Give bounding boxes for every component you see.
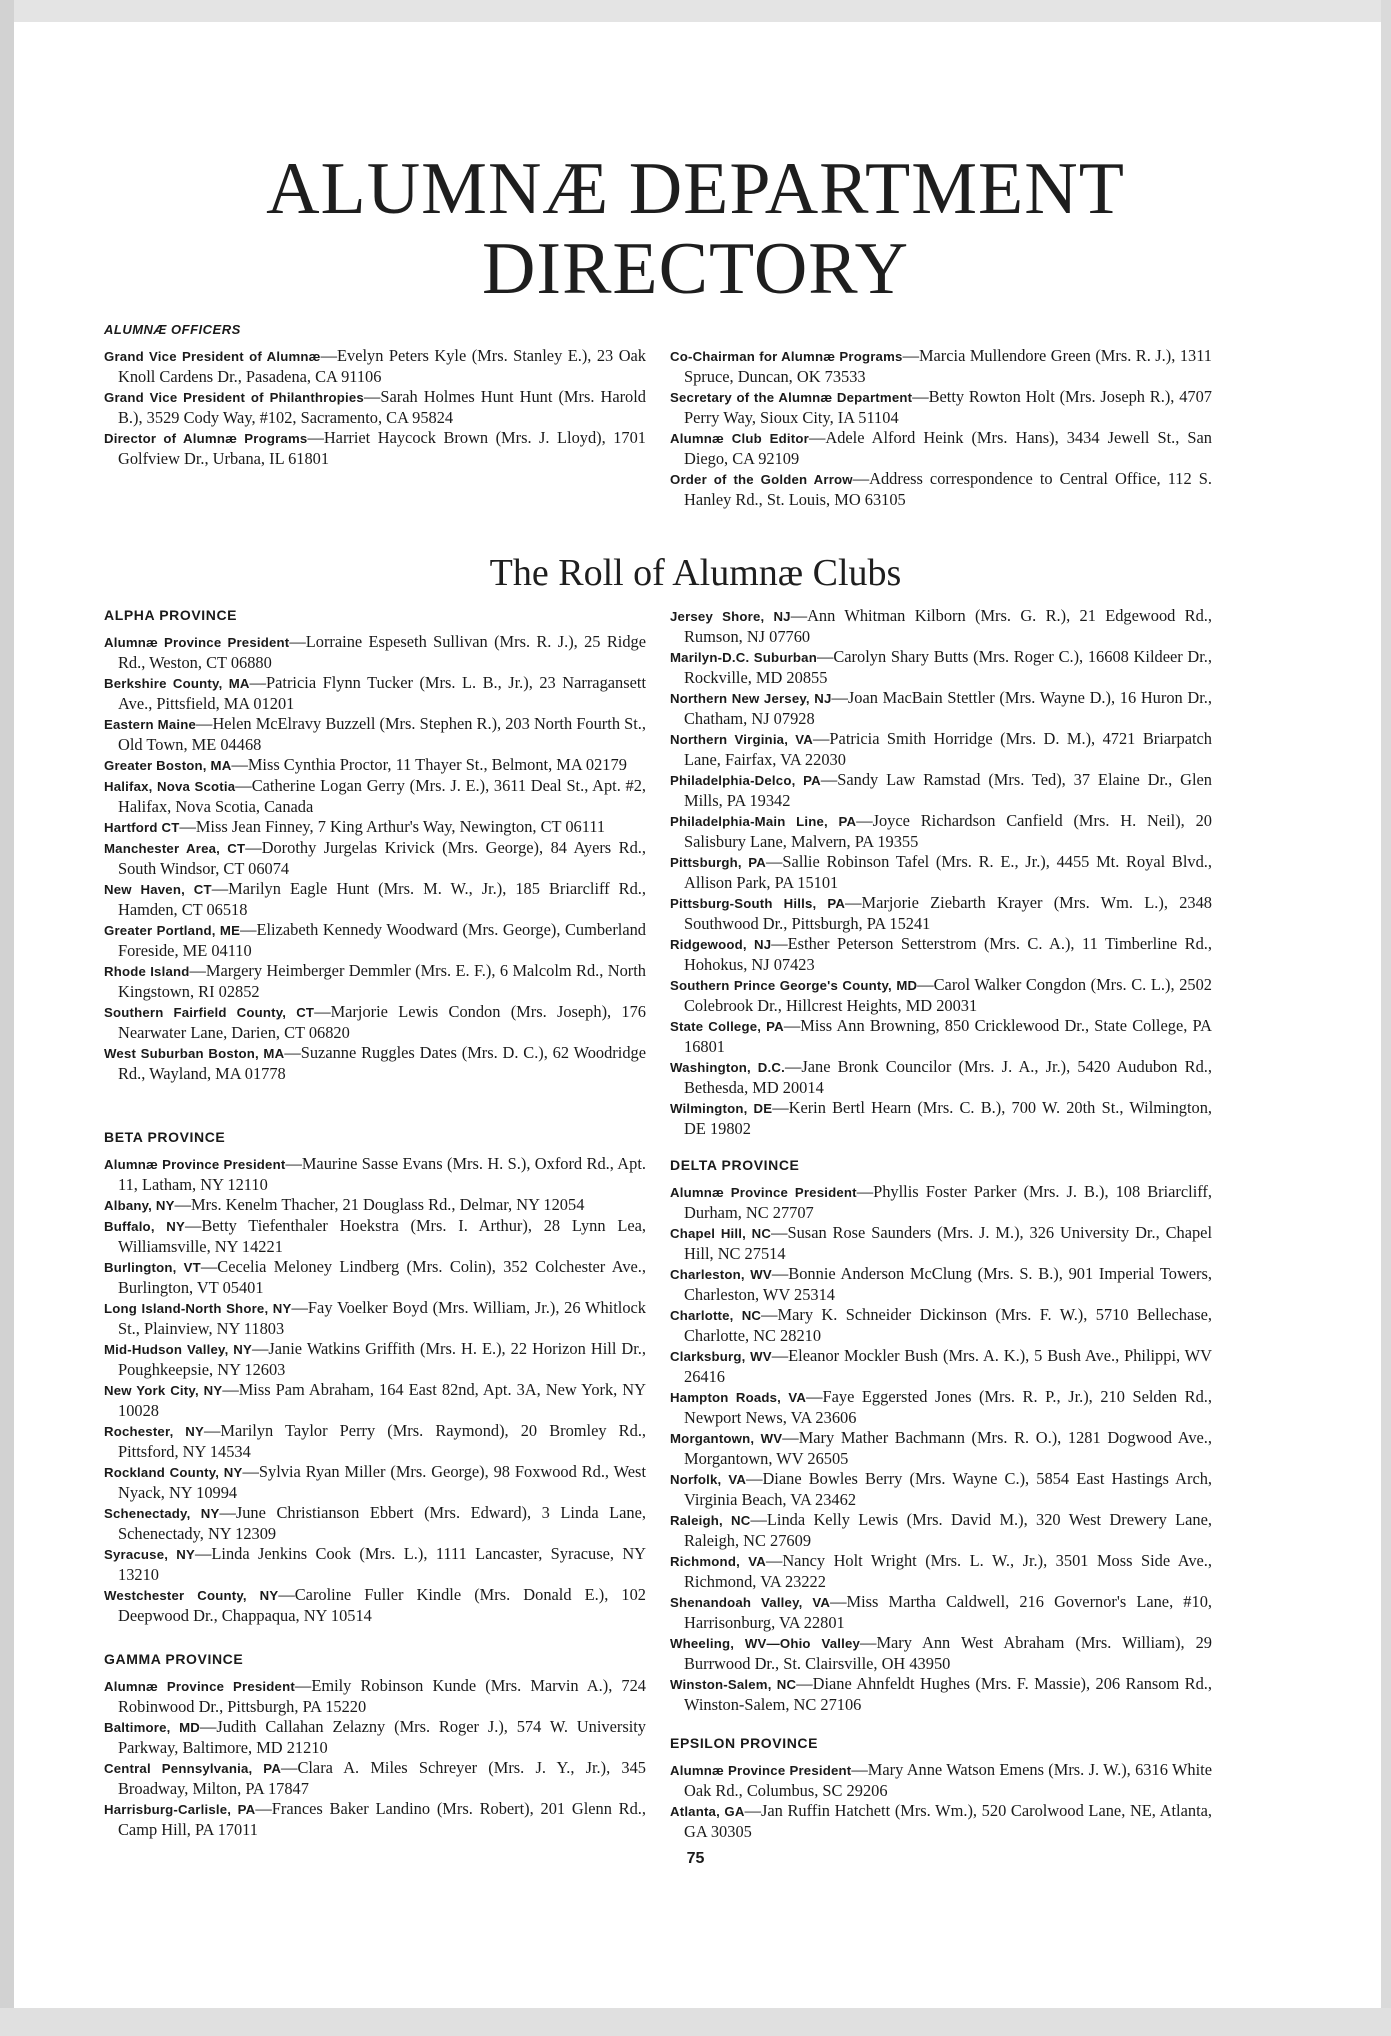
club-text: —Eleanor Mockler Bush (Mrs. A. K.), 5 Bush Ave., Philippi, WV 26416 <box>684 1346 1212 1386</box>
club-name: Shenandoah Valley, VA <box>670 1595 831 1610</box>
club-entry <box>670 1801 1212 1842</box>
club-entry <box>670 688 1212 729</box>
officer-entry <box>104 387 646 428</box>
officer-role: Alumnæ Club Editor <box>670 431 809 446</box>
club-text: —Faye Eggersted Jones (Mrs. R. P., Jr.), 210 Selden Rd., Newport News, VA 23606 <box>684 1387 1212 1427</box>
club-text: —Catherine Logan Gerry (Mrs. J. E.), 3611 Deal St., Apt. #2, Halifax, Nova Scotia, Canada <box>118 776 646 816</box>
club-entry <box>670 1592 1212 1633</box>
club-entry <box>104 1585 646 1626</box>
club-text: —Linda Jenkins Cook (Mrs. L.), 1111 Lancaster, Syracuse, NY 13210 <box>118 1544 646 1584</box>
club-entry <box>104 1758 646 1799</box>
club-text: —Clara A. Miles Schreyer (Mrs. J. Y., Jr.), 345 Broadway, Milton, PA 17847 <box>118 1758 646 1798</box>
club-name: Rochester, NY <box>104 1424 205 1439</box>
officer-role: Grand Vice President of Philanthropies <box>104 390 364 405</box>
club-name: Albany, NY <box>104 1198 175 1213</box>
officers-left-column <box>104 346 646 469</box>
page-title-line-2: DIRECTORY <box>481 228 910 310</box>
club-name: Hampton Roads, VA <box>670 1390 807 1405</box>
club-text: —Jan Ruffin Hatchett (Mrs. Wm.), 520 Carolwood Lane, NE, Atlanta, GA 30305 <box>684 1801 1212 1841</box>
club-name: Alumnæ Province President <box>104 1679 295 1694</box>
club-entry <box>670 1551 1212 1592</box>
club-entry <box>670 1223 1212 1264</box>
club-entry <box>104 1298 646 1339</box>
officer-role: Grand Vice President of Alumnæ <box>104 349 321 364</box>
club-text: —Marilyn Taylor Perry (Mrs. Raymond), 20 Bromley Rd., Pittsford, NY 14534 <box>118 1421 647 1461</box>
club-name: Rhode Island <box>104 964 190 979</box>
officers-heading: ALUMNÆ OFFICERS <box>104 322 241 337</box>
club-name: Northern New Jersey, NJ <box>670 691 832 706</box>
club-text: —Jane Bronk Councilor (Mrs. J. A., Jr.), 5420 Audubon Rd., Bethesda, MD 20014 <box>684 1057 1212 1097</box>
club-text: —Mrs. Kenelm Thacher, 21 Douglass Rd., Delmar, NY 12054 <box>174 1195 585 1214</box>
club-entry <box>104 1043 646 1084</box>
club-entry <box>104 1339 646 1380</box>
officer-role: Director of Alumnæ Programs <box>104 431 308 446</box>
scan-edge-bottom <box>0 2008 1391 2036</box>
club-text: —Fay Voelker Boyd (Mrs. William, Jr.), 26 Whitlock St., Plainview, NY 11803 <box>118 1298 646 1338</box>
club-entry <box>670 1674 1212 1715</box>
club-text: —Diane Bowles Berry (Mrs. Wayne C.), 5854 East Hastings Arch, Virginia Beach, VA 23462 <box>684 1469 1213 1509</box>
club-name: Greater Portland, ME <box>104 923 241 938</box>
club-text: —Sallie Robinson Tafel (Mrs. R. E., Jr.), 4455 Mt. Royal Blvd., Allison Park, PA 15101 <box>684 852 1212 892</box>
club-entry <box>104 1717 646 1758</box>
club-entry <box>670 1016 1212 1057</box>
club-name: Harrisburg-Carlisle, PA <box>104 1802 256 1817</box>
province-heading: BETA PROVINCE <box>104 1129 226 1145</box>
club-entry <box>104 673 646 714</box>
club-text: —Joan MacBain Stettler (Mrs. Wayne D.), 16 Huron Dr., Chatham, NJ 07928 <box>684 688 1212 728</box>
club-name: Alumnæ Province President <box>670 1185 857 1200</box>
club-entry <box>104 1380 646 1421</box>
club-text: —Nancy Holt Wright (Mrs. L. W., Jr.), 3501 Moss Side Ave., Richmond, VA 23222 <box>684 1551 1212 1591</box>
gamma-province-section <box>104 1650 646 1840</box>
club-entry <box>104 1544 646 1585</box>
officer-role: Secretary of the Alumnæ Department <box>670 390 913 405</box>
club-entry <box>104 838 646 879</box>
club-name: Berkshire County, MA <box>104 676 250 691</box>
scan-edge-top <box>0 0 1391 22</box>
officer-text: —Harriet Haycock Brown (Mrs. J. Lloyd), 1701 Golfview Dr., Urbana, IL 61801 <box>118 428 647 468</box>
club-entry <box>670 1098 1212 1139</box>
club-entry <box>104 1002 646 1043</box>
club-text: —Susan Rose Saunders (Mrs. J. M.), 326 University Dr., Chapel Hill, NC 27514 <box>684 1223 1212 1263</box>
club-text: —Miss Ann Browning, 850 Cricklewood Dr., State College, PA 16801 <box>684 1016 1212 1056</box>
club-text: —Mary Mather Bachmann (Mrs. R. O.), 1281 Dogwood Ave., Morgantown, WV 26505 <box>684 1428 1212 1468</box>
club-name: New York City, NY <box>104 1383 223 1398</box>
club-text: —Janie Watkins Griffith (Mrs. H. E.), 22 Horizon Hill Dr., Poughkeepsie, NY 12603 <box>118 1339 646 1379</box>
club-name: Baltimore, MD <box>104 1720 201 1735</box>
club-name: Philadelphia-Main Line, PA <box>670 814 857 829</box>
club-name: Pittsburgh, PA <box>670 855 767 870</box>
beta-province-section <box>104 1128 646 1626</box>
club-entry <box>104 632 646 673</box>
officer-entry <box>670 469 1212 510</box>
club-name: New Haven, CT <box>104 882 212 897</box>
club-entry <box>670 729 1212 770</box>
club-text: —Carol Walker Congdon (Mrs. C. L.), 2502 Colebrook Dr., Hillcrest Heights, MD 20031 <box>684 975 1212 1015</box>
club-text: —Cecelia Meloney Lindberg (Mrs. Colin), 352 Colchester Ave., Burlington, VT 05401 <box>118 1257 646 1297</box>
club-name: Eastern Maine <box>104 717 197 732</box>
province-heading: ALPHA PROVINCE <box>104 607 238 623</box>
officer-text: —Sarah Holmes Hunt Hunt (Mrs. Harold B.), 3529 Cody Way, #102, Sacramento, CA 95824 <box>118 387 646 427</box>
club-text: —Miss Jean Finney, 7 King Arthur's Way, Newington, CT 06111 <box>179 817 606 836</box>
club-name: Marilyn-D.C. Suburban <box>670 650 817 665</box>
club-text: —Patricia Smith Horridge (Mrs. D. M.), 4721 Briarpatch Lane, Fairfax, VA 22030 <box>684 729 1212 769</box>
club-text: —Mary K. Schneider Dickinson (Mrs. F. W.), 5710 Bellechase, Charlotte, NC 28210 <box>684 1305 1212 1345</box>
club-text: —Miss Cynthia Proctor, 11 Thayer St., Belmont, MA 02179 <box>231 755 627 774</box>
club-text: —Diane Ahnfeldt Hughes (Mrs. F. Massie), 206 Ransom Rd., Winston-Salem, NC 27106 <box>684 1674 1212 1714</box>
officer-role: Order of the Golden Arrow <box>670 472 853 487</box>
club-entry <box>670 606 1212 647</box>
club-entry <box>104 1216 646 1257</box>
club-entry <box>670 1760 1212 1801</box>
officer-text: —Marcia Mullendore Green (Mrs. R. J.), 1311 Spruce, Duncan, OK 73533 <box>684 346 1212 386</box>
club-text: —Phyllis Foster Parker (Mrs. J. B.), 108 Briarcliff, Durham, NC 27707 <box>684 1182 1212 1222</box>
club-text: —Helen McElravy Buzzell (Mrs. Stephen R.), 203 North Fourth St., Old Town, ME 04468 <box>118 714 646 754</box>
club-entry <box>104 961 646 1002</box>
province-heading: DELTA PROVINCE <box>670 1157 800 1173</box>
club-entry <box>670 934 1212 975</box>
club-text: —Suzanne Ruggles Dates (Mrs. D. C.), 62 Woodridge Rd., Wayland, MA 01778 <box>118 1043 646 1083</box>
club-entry <box>670 1057 1212 1098</box>
officer-text: —Evelyn Peters Kyle (Mrs. Stanley E.), 23 Oak Knoll Cardens Dr., Pasadena, CA 91106 <box>118 346 646 386</box>
club-entry <box>670 1346 1212 1387</box>
page-number: 75 <box>686 1850 705 1867</box>
club-entry <box>104 1799 646 1840</box>
club-name: Central Pennsylvania, PA <box>104 1761 282 1776</box>
club-entry <box>670 1305 1212 1346</box>
gamma-province-continued <box>670 606 1212 1139</box>
club-name: Long Island-North Shore, NY <box>104 1301 292 1316</box>
club-entry <box>104 1462 646 1503</box>
delta-province-section <box>670 1156 1212 1715</box>
club-entry <box>104 920 646 961</box>
alpha-province-section <box>104 606 646 1084</box>
officer-text: —Adele Alford Heink (Mrs. Hans), 3434 Jewell St., San Diego, CA 92109 <box>684 428 1212 468</box>
club-name: Schenectady, NY <box>104 1506 220 1521</box>
club-text: —Mary Ann West Abraham (Mrs. William), 29 Burrwood Dr., St. Clairsville, OH 43950 <box>684 1633 1212 1673</box>
club-text: —Caroline Fuller Kindle (Mrs. Donald E.), 102 Deepwood Dr., Chappaqua, NY 10514 <box>118 1585 646 1625</box>
club-entry <box>104 714 646 755</box>
club-entry <box>104 1257 646 1298</box>
club-entry <box>670 811 1212 852</box>
club-name: Pittsburg-South Hills, PA <box>670 896 846 911</box>
club-name: Rockland County, NY <box>104 1465 243 1480</box>
club-text: —Emily Robinson Kunde (Mrs. Marvin A.), 724 Robinwood Dr., Pittsburgh, PA 15220 <box>118 1676 646 1716</box>
club-name: Burlington, VT <box>104 1260 201 1275</box>
club-text: —June Christianson Ebbert (Mrs. Edward), 3 Linda Lane, Schenectady, NY 12309 <box>118 1503 646 1543</box>
club-name: Southern Prince George's County, MD <box>670 978 918 993</box>
club-text: —Bonnie Anderson McClung (Mrs. S. B.), 901 Imperial Towers, Charleston, WV 25314 <box>684 1264 1212 1304</box>
club-text: —Dorothy Jurgelas Krivick (Mrs. George), 84 Ayers Rd., South Windsor, CT 06074 <box>118 838 646 878</box>
club-name: Wilmington, DE <box>670 1101 773 1116</box>
club-name: Jersey Shore, NJ <box>670 609 791 624</box>
province-heading: EPSILON PROVINCE <box>670 1735 819 1751</box>
club-entry <box>670 1264 1212 1305</box>
club-text: —Sandy Law Ramstad (Mrs. Ted), 37 Elaine Dr., Glen Mills, PA 19342 <box>684 770 1213 810</box>
club-entry <box>104 1676 646 1717</box>
club-entry <box>670 893 1212 934</box>
club-name: Clarksburg, WV <box>670 1349 772 1364</box>
club-text: —Patricia Flynn Tucker (Mrs. L. B., Jr.), 23 Narragansett Ave., Pittsfield, MA 01201 <box>118 673 647 713</box>
club-text: —Joyce Richardson Canfield (Mrs. H. Neil), 20 Salisbury Lane, Malvern, PA 19355 <box>684 811 1212 851</box>
club-name: Raleigh, NC <box>670 1513 751 1528</box>
page-title-line-1: ALUMNÆ DEPARTMENT <box>266 148 1125 230</box>
club-text: —Esther Peterson Setterstrom (Mrs. C. A.), 11 Timberline Rd., Hohokus, NJ 07423 <box>684 934 1212 974</box>
club-name: Buffalo, NY <box>104 1219 185 1234</box>
club-name: Philadelphia-Delco, PA <box>670 773 821 788</box>
club-text: —Lorraine Espeseth Sullivan (Mrs. R. J.), 25 Ridge Rd., Weston, CT 06880 <box>118 632 646 672</box>
club-entry <box>104 1503 646 1544</box>
officer-entry <box>104 428 646 469</box>
epsilon-province-section <box>670 1734 1212 1842</box>
officer-text: —Betty Rowton Holt (Mrs. Joseph R.), 4707 Perry Way, Sioux City, IA 51104 <box>684 387 1212 427</box>
club-name: Richmond, VA <box>670 1554 766 1569</box>
club-text: —Miss Martha Caldwell, 216 Governor's Lane, #10, Harrisonburg, VA 22801 <box>684 1592 1212 1632</box>
club-entry <box>670 1510 1212 1551</box>
club-name: Alumnæ Province President <box>670 1763 852 1778</box>
club-name: Southern Fairfield County, CT <box>104 1005 315 1020</box>
club-text: —Mary Anne Watson Emens (Mrs. J. W.), 6316 White Oak Rd., Columbus, SC 29206 <box>684 1760 1212 1800</box>
club-entry <box>670 1182 1212 1223</box>
club-name: Ridgewood, NJ <box>670 937 772 952</box>
club-text: —Marjorie Lewis Condon (Mrs. Joseph), 176 Nearwater Lane, Darien, CT 06820 <box>118 1002 646 1042</box>
club-name: Chapel Hill, NC <box>670 1226 772 1241</box>
club-name: Halifax, Nova Scotia <box>104 779 236 794</box>
club-name: Westchester County, NY <box>104 1588 279 1603</box>
club-text: —Judith Callahan Zelazny (Mrs. Roger J.), 574 W. University Parkway, Baltimore, MD 21210 <box>118 1717 646 1757</box>
club-name: Wheeling, WV—Ohio Valley <box>670 1636 861 1651</box>
club-text: —Betty Tiefenthaler Hoekstra (Mrs. I. Arthur), 28 Lynn Lea, Williamsville, NY 14221 <box>118 1216 646 1256</box>
club-entry <box>670 975 1212 1016</box>
club-name: Atlanta, GA <box>670 1804 745 1819</box>
club-name: Morgantown, WV <box>670 1431 783 1446</box>
club-text: —Carolyn Shary Butts (Mrs. Roger C.), 16608 Kildeer Dr., Rockville, MD 20855 <box>684 647 1212 687</box>
club-entry <box>670 1633 1212 1674</box>
club-name: Greater Boston, MA <box>104 758 232 773</box>
officer-text: —Address correspondence to Central Office, 112 S. Hanley Rd., St. Louis, MO 63105 <box>684 469 1212 509</box>
club-name: Syracuse, NY <box>104 1547 195 1562</box>
officers-right-column <box>670 346 1212 510</box>
club-text: —Ann Whitman Kilborn (Mrs. G. R.), 21 Edgewood Rd., Rumson, NJ 07760 <box>684 606 1212 646</box>
club-name: Alumnæ Province President <box>104 635 290 650</box>
club-entry <box>670 1428 1212 1469</box>
club-entry <box>104 879 646 920</box>
club-entry <box>104 776 646 817</box>
club-name: Norfolk, VA <box>670 1472 747 1487</box>
club-name: Mid-Hudson Valley, NY <box>104 1342 252 1357</box>
club-name: Alumnæ Province President <box>104 1157 286 1172</box>
club-entry <box>104 755 646 776</box>
club-name: State College, PA <box>670 1019 784 1034</box>
club-name: Northern Virginia, VA <box>670 732 814 747</box>
club-entry <box>670 852 1212 893</box>
club-text: —Marilyn Eagle Hunt (Mrs. M. W., Jr.), 185 Briarcliff Rd., Hamden, CT 06518 <box>118 879 646 919</box>
roll-title: The Roll of Alumnæ Clubs <box>489 552 902 594</box>
club-text: —Margery Heimberger Demmler (Mrs. E. F.), 6 Malcolm Rd., North Kingstown, RI 02852 <box>118 961 646 1001</box>
club-entry <box>670 770 1212 811</box>
province-heading: GAMMA PROVINCE <box>104 1651 244 1667</box>
club-name: Winston-Salem, NC <box>670 1677 797 1692</box>
club-text: —Linda Kelly Lewis (Mrs. David M.), 320 West Drewery Lane, Raleigh, NC 27609 <box>684 1510 1212 1550</box>
club-text: —Frances Baker Landino (Mrs. Robert), 201 Glenn Rd., Camp Hill, PA 17011 <box>118 1799 646 1839</box>
officer-role: Co-Chairman for Alumnæ Programs <box>670 349 903 364</box>
club-text: —Sylvia Ryan Miller (Mrs. George), 98 Foxwood Rd., West Nyack, NY 10994 <box>118 1462 646 1502</box>
club-name: West Suburban Boston, MA <box>104 1046 285 1061</box>
club-entry <box>104 1195 646 1216</box>
club-text: —Maurine Sasse Evans (Mrs. H. S.), Oxford Rd., Apt. 11, Latham, NY 12110 <box>118 1154 646 1194</box>
club-name: Charlotte, NC <box>670 1308 762 1323</box>
club-name: Charleston, WV <box>670 1267 772 1282</box>
club-text: —Miss Pam Abraham, 164 East 82nd, Apt. 3A, New York, NY 10028 <box>118 1380 646 1420</box>
club-entry <box>104 817 646 838</box>
club-entry <box>104 1154 646 1195</box>
club-entry <box>670 1387 1212 1428</box>
officer-entry <box>670 387 1212 428</box>
club-entry <box>670 1469 1212 1510</box>
club-text: —Elizabeth Kennedy Woodward (Mrs. George), Cumberland Foreside, ME 04110 <box>118 920 646 960</box>
club-name: Washington, D.C. <box>670 1060 785 1075</box>
club-name: Manchester Area, CT <box>104 841 246 856</box>
club-entry <box>104 1421 646 1462</box>
club-text: —Kerin Bertl Hearn (Mrs. C. B.), 700 W. 20th St., Wilmington, DE 19802 <box>684 1098 1212 1138</box>
club-name: Hartford CT <box>104 820 180 835</box>
officer-entry <box>104 346 646 387</box>
officer-entry <box>670 428 1212 469</box>
officer-entry <box>670 346 1212 387</box>
club-entry <box>670 647 1212 688</box>
club-text: —Marjorie Ziebarth Krayer (Mrs. Wm. L.), 2348 Southwood Dr., Pittsburgh, PA 15241 <box>684 893 1212 933</box>
